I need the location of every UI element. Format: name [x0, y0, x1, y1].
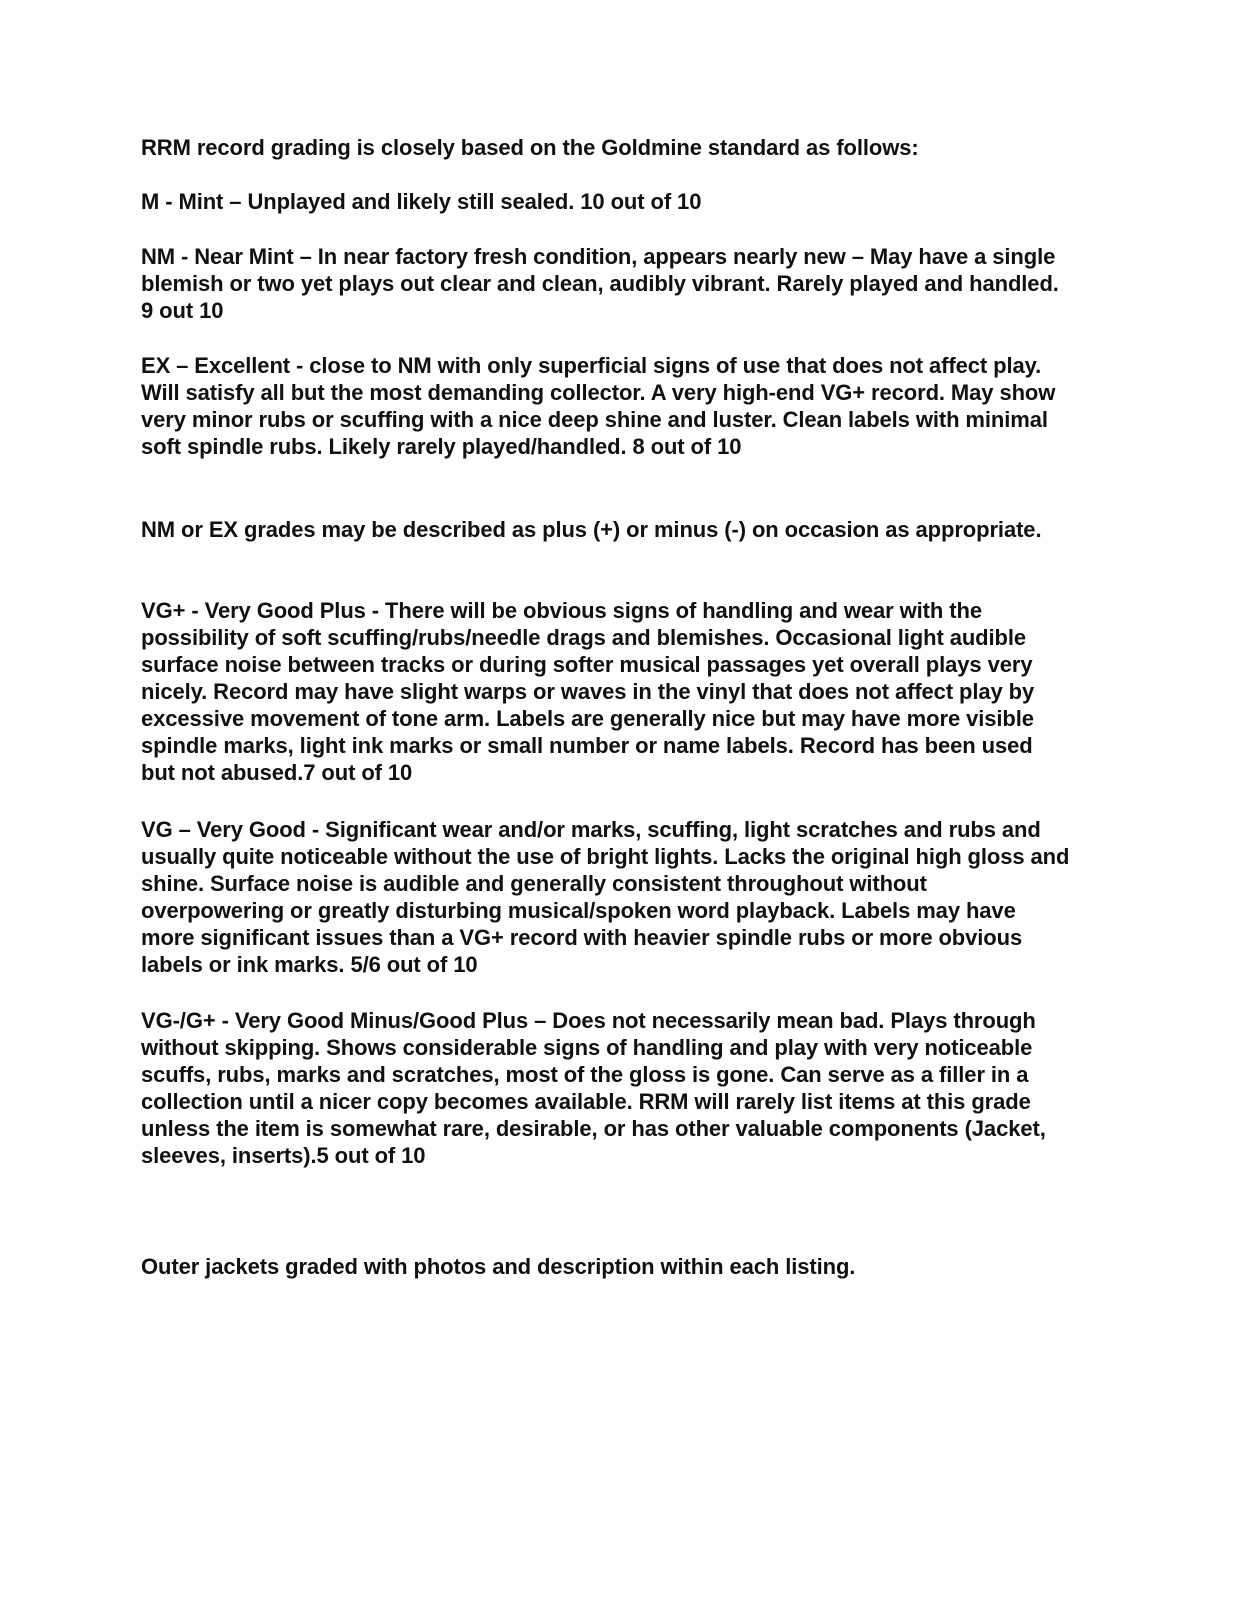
grade-very-good-plus-paragraph: VG+ - Very Good Plus - There will be obvious signs of handling and wear with the possibility of soft scuffing/rubs/needle drags and blemishes. Occasional light audible surface noise between tracks or during softer musical passages yet overall plays very nicely. Record may have slight warps or waves in the vinyl that does not affect play by excessive movement of tone arm. Labels are generally nice but may have more visible spindle marks, light ink marks or small number or name labels. Record has been used but not abused.7 out of 10	[141, 598, 1035, 785]
outer-jackets-paragraph: Outer jackets graded with photos and description within each listing.	[141, 1254, 856, 1279]
intro-paragraph: RRM record grading is closely based on the Goldmine standard as follows:	[141, 135, 919, 160]
grade-excellent-paragraph: EX – Excellent - close to NM with only superficial signs of use that does not affect play. Will satisfy all but the most demanding collector. A very high-end VG+ record. May show very minor rubs or scuffing with a nice deep shine and luster. Clean labels with minimal soft spindle rubs. Likely rarely played/handled. 8 out of 10	[141, 353, 1056, 459]
grade-mint-paragraph: M - Mint – Unplayed and likely still sealed. 10 out of 10	[141, 189, 702, 214]
plus-minus-note-paragraph: NM or EX grades may be described as plus (+) or minus (-) on occasion as appropriate.	[141, 517, 1042, 542]
grade-very-good-minus-paragraph: VG-/G+ - Very Good Minus/Good Plus – Does not necessarily mean bad. Plays through without skipping. Shows considerable signs of handling and play with very noticeable scuffs, rubs, marks and scratches, most of the gloss is gone. Can serve as a filler in a collection until a nicer copy becomes available. RRM will rarely list items at this grade unless the item is somewhat rare, desirable, or has other valuable components (Jacket, sleeves, inserts).5 out of 10	[141, 1008, 1046, 1168]
grade-near-mint-paragraph: NM - Near Mint – In near factory fresh condition, appears nearly new – May have a single blemish or two yet plays out clear and clean, audibly vibrant. Rarely played and handled. 9 out 10	[141, 244, 1059, 323]
grade-very-good-paragraph: VG – Very Good - Significant wear and/or marks, scuffing, light scratches and rubs and usually quite noticeable without the use of bright lights. Lacks the original high gloss and shine. Surface noise is audible and generally consistent throughout without overpowering or greatly disturbing musical/spoken word playback. Labels may have more significant issues than a VG+ record with heavier spindle rubs or more obvious labels or ink marks. 5/6 out of 10	[141, 817, 1070, 977]
